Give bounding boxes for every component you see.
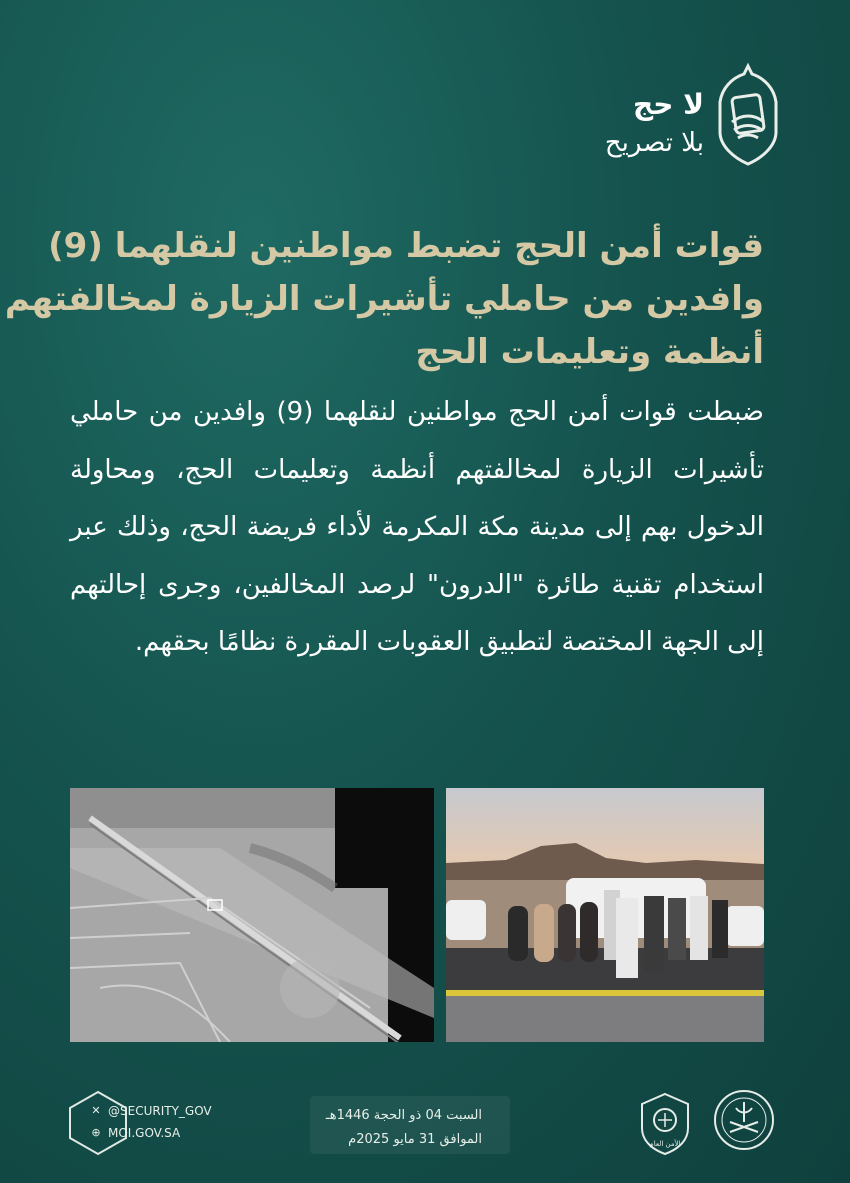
shield-emblem-icon <box>716 62 780 166</box>
headline-line-3: أنظمة وتعليمات الحج <box>415 332 764 372</box>
ministry-emblem-icon <box>712 1088 776 1152</box>
logo-title: لا حج <box>633 88 704 121</box>
x-icon: ✕ <box>91 1104 101 1117</box>
social-row-x[interactable] <box>90 1104 212 1118</box>
date-hijri: السبت 04 ذو الحجة 1446هـ <box>325 1108 482 1123</box>
social-handle: @SECURITY_GOV <box>108 1104 212 1118</box>
globe-icon: ⊕ <box>91 1126 101 1139</box>
website-link: MOI.GOV.SA <box>108 1126 181 1140</box>
body-paragraph: ضبطت قوات أمن الحج مواطنين لنقلهما (9) وافدين من حاملي تأشيرات الزيارة لمخالفتهم أنظمة وتعليمات الحج، ومحاولة الدخول بهم إلى مدينة مكة المكرمة لأداء فريضة الحج، وذلك عبر استخدام تقنية طائرة "الدرون" لرصد المخالفين، وجرى إحالتهم إلى الجهة المختصة لتطبيق العقوبات المقررة نظامًا بحقهم. <box>70 397 764 657</box>
drone-aerial-photo <box>70 788 434 1042</box>
social-links <box>68 1088 268 1158</box>
badge-label: الأمن العام <box>649 1140 681 1148</box>
public-security-badge-icon <box>636 1090 694 1156</box>
date-box <box>310 1096 510 1154</box>
logo-subtitle: بلا تصريح <box>604 128 704 158</box>
headline-line-2: وافدين من حاملي تأشيرات الزيارة لمخالفتهم <box>4 279 764 319</box>
headline-line-1: قوات أمن الحج تضبط مواطنين لنقلهما (9) <box>48 226 764 266</box>
headline <box>4 220 764 379</box>
campaign-logo <box>550 62 780 172</box>
social-row-web[interactable] <box>90 1126 180 1140</box>
date-gregorian: الموافق 31 مايو 2025م <box>348 1132 482 1147</box>
hexagon-frame-icon <box>68 1090 128 1156</box>
detainees-photo <box>446 788 764 1042</box>
